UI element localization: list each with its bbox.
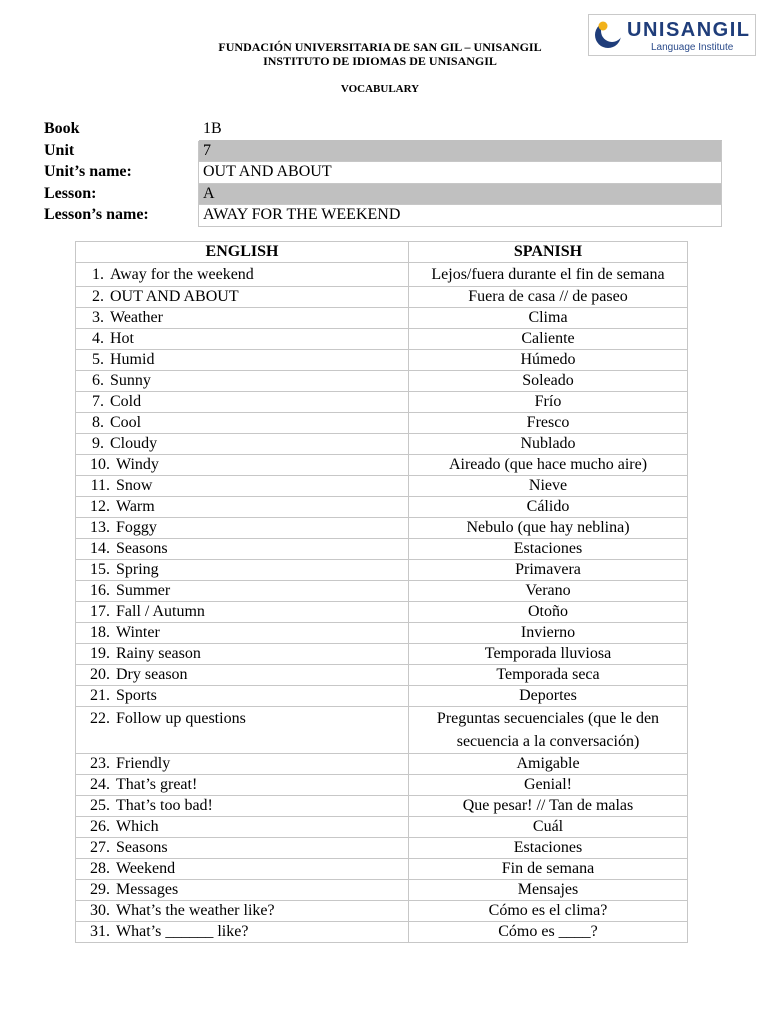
info-row bbox=[44, 183, 722, 205]
row-number: 30. bbox=[90, 902, 110, 919]
table-row bbox=[76, 817, 688, 838]
english-term: Away for the weekend bbox=[110, 266, 254, 283]
row-number: 17. bbox=[90, 603, 110, 620]
info-value: A bbox=[199, 183, 722, 205]
row-number: 8. bbox=[92, 414, 104, 431]
spanish-translation: Fuera de casa // de paseo bbox=[409, 287, 688, 308]
english-cell bbox=[76, 686, 409, 707]
row-number: 27. bbox=[90, 839, 110, 856]
table-row bbox=[76, 707, 688, 754]
row-number: 28. bbox=[90, 860, 110, 877]
english-term: Sports bbox=[116, 687, 157, 704]
table-row bbox=[76, 796, 688, 817]
spanish-translation: Cómo es el clima? bbox=[409, 901, 688, 922]
row-number: 31. bbox=[90, 923, 110, 940]
table-row bbox=[76, 413, 688, 434]
english-term: What’s the weather like? bbox=[116, 902, 275, 919]
english-cell bbox=[76, 308, 409, 329]
english-cell bbox=[76, 476, 409, 497]
row-number: 11. bbox=[90, 477, 110, 494]
spanish-translation: Cuál bbox=[409, 817, 688, 838]
institution-name: FUNDACIÓN UNIVERSITARIA DE SAN GIL – UNISANGIL bbox=[218, 40, 542, 54]
english-term: Cool bbox=[110, 414, 142, 431]
header-spanish: SPANISH bbox=[409, 242, 688, 263]
english-cell bbox=[76, 901, 409, 922]
table-row bbox=[76, 350, 688, 371]
table-row bbox=[76, 329, 688, 350]
english-term: Friendly bbox=[116, 755, 171, 772]
row-number: 18. bbox=[90, 624, 110, 641]
english-cell bbox=[76, 707, 409, 754]
row-number: 3. bbox=[92, 309, 104, 326]
english-term: Hot bbox=[110, 330, 134, 347]
spanish-translation: Caliente bbox=[409, 329, 688, 350]
table-row bbox=[76, 859, 688, 880]
row-number: 29. bbox=[90, 881, 110, 898]
table-row bbox=[76, 497, 688, 518]
info-row bbox=[44, 162, 722, 184]
logo-subtitle: Language Institute bbox=[651, 42, 734, 53]
row-number: 14. bbox=[90, 540, 110, 557]
info-value: 7 bbox=[199, 140, 722, 162]
english-cell bbox=[76, 602, 409, 623]
english-term: Which bbox=[116, 818, 159, 835]
english-cell bbox=[76, 434, 409, 455]
table-row bbox=[76, 287, 688, 308]
english-cell bbox=[76, 392, 409, 413]
table-row bbox=[76, 665, 688, 686]
spanish-translation: Genial! bbox=[409, 775, 688, 796]
english-term: Fall / Autumn bbox=[116, 603, 205, 620]
spanish-translation: Temporada lluviosa bbox=[409, 644, 688, 665]
english-cell bbox=[76, 263, 409, 287]
table-row bbox=[76, 754, 688, 775]
info-value: 1B bbox=[203, 120, 222, 138]
info-label: Unit bbox=[44, 141, 75, 159]
table-row bbox=[76, 581, 688, 602]
table-row bbox=[76, 775, 688, 796]
table-row bbox=[76, 308, 688, 329]
spanish-translation: Nublado bbox=[409, 434, 688, 455]
row-number: 22. bbox=[90, 710, 110, 727]
table-row bbox=[76, 539, 688, 560]
info-label: Unit’s name: bbox=[44, 163, 132, 181]
english-term: That’s too bad! bbox=[116, 797, 213, 814]
table-row bbox=[76, 560, 688, 581]
english-cell bbox=[76, 922, 409, 943]
english-cell bbox=[76, 880, 409, 901]
row-number: 21. bbox=[90, 687, 110, 704]
table-row bbox=[76, 476, 688, 497]
table-row bbox=[76, 455, 688, 476]
spanish-translation: Aireado (que hace mucho aire) bbox=[409, 455, 688, 476]
spanish-translation: Verano bbox=[409, 581, 688, 602]
english-term: Dry season bbox=[116, 666, 188, 683]
english-term: Weekend bbox=[116, 860, 176, 877]
info-row bbox=[44, 140, 722, 162]
english-cell bbox=[76, 665, 409, 686]
english-term: That’s great! bbox=[116, 776, 198, 793]
table-header-row bbox=[76, 242, 688, 263]
english-cell bbox=[76, 560, 409, 581]
table-row bbox=[76, 434, 688, 455]
spanish-translation: Primavera bbox=[409, 560, 688, 581]
info-label: Lesson: bbox=[44, 184, 97, 202]
english-term: Foggy bbox=[116, 519, 157, 536]
spanish-translation: Fin de semana bbox=[409, 859, 688, 880]
row-number: 12. bbox=[90, 498, 110, 515]
table-row bbox=[76, 686, 688, 707]
table-row bbox=[76, 371, 688, 392]
spanish-translation: Amigable bbox=[409, 754, 688, 775]
row-number: 26. bbox=[90, 818, 110, 835]
info-label: Book bbox=[44, 120, 80, 138]
english-cell bbox=[76, 287, 409, 308]
english-cell bbox=[76, 581, 409, 602]
english-term: Spring bbox=[116, 561, 159, 578]
spanish-translation: Mensajes bbox=[409, 880, 688, 901]
spanish-translation: Nebulo (que hay neblina) bbox=[409, 518, 688, 539]
row-number: 4. bbox=[92, 330, 104, 347]
spanish-translation: Temporada seca bbox=[409, 665, 688, 686]
institute-name: INSTITUTO DE IDIOMAS DE UNISANGIL bbox=[263, 54, 497, 68]
english-cell bbox=[76, 644, 409, 665]
spanish-translation: Invierno bbox=[409, 623, 688, 644]
row-number: 10. bbox=[90, 456, 110, 473]
vocabulary-table bbox=[75, 241, 688, 943]
table-row bbox=[76, 602, 688, 623]
info-label: Lesson’s name: bbox=[44, 206, 149, 224]
english-term: Messages bbox=[116, 881, 179, 898]
spanish-translation: Deportes bbox=[409, 686, 688, 707]
row-number: 19. bbox=[90, 645, 110, 662]
info-value: OUT AND ABOUT bbox=[199, 162, 722, 184]
english-term: Windy bbox=[116, 456, 159, 473]
spanish-translation: Soleado bbox=[409, 371, 688, 392]
table-row bbox=[76, 623, 688, 644]
english-cell bbox=[76, 539, 409, 560]
english-cell bbox=[76, 371, 409, 392]
spanish-translation: Húmedo bbox=[409, 350, 688, 371]
spanish-translation: Lejos/fuera durante el fin de semana bbox=[409, 263, 688, 287]
english-cell bbox=[76, 859, 409, 880]
spanish-translation: Estaciones bbox=[409, 838, 688, 859]
english-cell bbox=[76, 413, 409, 434]
spanish-translation: Que pesar! // Tan de malas bbox=[409, 796, 688, 817]
spanish-translation: Otoño bbox=[409, 602, 688, 623]
spanish-translation: Frío bbox=[409, 392, 688, 413]
english-term: Weather bbox=[110, 309, 163, 326]
row-number: 6. bbox=[92, 372, 104, 389]
table-row bbox=[76, 644, 688, 665]
table-row bbox=[76, 263, 688, 287]
spanish-translation: Estaciones bbox=[409, 539, 688, 560]
english-cell bbox=[76, 796, 409, 817]
english-cell bbox=[76, 329, 409, 350]
row-number: 23. bbox=[90, 755, 110, 772]
spanish-translation: Nieve bbox=[409, 476, 688, 497]
row-number: 2. bbox=[92, 288, 104, 305]
english-term: Cloudy bbox=[110, 435, 158, 452]
english-cell bbox=[76, 838, 409, 859]
row-number: 16. bbox=[90, 582, 110, 599]
spanish-translation: Cálido bbox=[409, 497, 688, 518]
row-number: 1. bbox=[92, 266, 104, 283]
row-number: 25. bbox=[90, 797, 110, 814]
spanish-translation: Clima bbox=[409, 308, 688, 329]
english-term: Seasons bbox=[116, 540, 168, 557]
row-number: 20. bbox=[90, 666, 110, 683]
english-cell bbox=[76, 455, 409, 476]
english-term: Seasons bbox=[116, 839, 168, 856]
row-number: 24. bbox=[90, 776, 110, 793]
spanish-translation: Preguntas secuenciales (que le den secuencia a la conversación) bbox=[409, 707, 688, 754]
english-term: Sunny bbox=[110, 372, 151, 389]
english-term: Follow up questions bbox=[116, 710, 246, 727]
row-number: 15. bbox=[90, 561, 110, 578]
table-row bbox=[76, 838, 688, 859]
spanish-translation: Fresco bbox=[409, 413, 688, 434]
english-term: Cold bbox=[110, 393, 142, 410]
info-value: AWAY FOR THE WEEKEND bbox=[199, 205, 722, 227]
table-row bbox=[76, 518, 688, 539]
table-row bbox=[76, 901, 688, 922]
table-row bbox=[76, 922, 688, 943]
document-title: VOCABULARY bbox=[340, 83, 420, 95]
english-cell bbox=[76, 350, 409, 371]
lesson-info-table bbox=[44, 118, 722, 227]
info-row bbox=[44, 119, 722, 141]
english-term: Rainy season bbox=[116, 645, 201, 662]
english-cell bbox=[76, 817, 409, 838]
english-term: Snow bbox=[116, 477, 153, 494]
english-term: What’s ______ like? bbox=[116, 923, 249, 940]
logo-name: UNISANGIL bbox=[627, 19, 751, 41]
row-number: 7. bbox=[92, 393, 104, 410]
english-cell bbox=[76, 497, 409, 518]
row-number: 9. bbox=[92, 435, 104, 452]
english-cell bbox=[76, 623, 409, 644]
info-row bbox=[44, 205, 722, 227]
spanish-translation: Cómo es ____? bbox=[409, 922, 688, 943]
english-cell bbox=[76, 518, 409, 539]
english-term: OUT AND ABOUT bbox=[110, 288, 239, 305]
row-number: 5. bbox=[92, 351, 104, 368]
table-row bbox=[76, 392, 688, 413]
table-row bbox=[76, 880, 688, 901]
english-cell bbox=[76, 754, 409, 775]
row-number: 13. bbox=[90, 519, 110, 536]
header-english: ENGLISH bbox=[76, 242, 409, 263]
english-term: Warm bbox=[116, 498, 155, 515]
english-term: Winter bbox=[116, 624, 160, 641]
english-term: Summer bbox=[116, 582, 171, 599]
english-cell bbox=[76, 775, 409, 796]
english-term: Humid bbox=[110, 351, 155, 368]
